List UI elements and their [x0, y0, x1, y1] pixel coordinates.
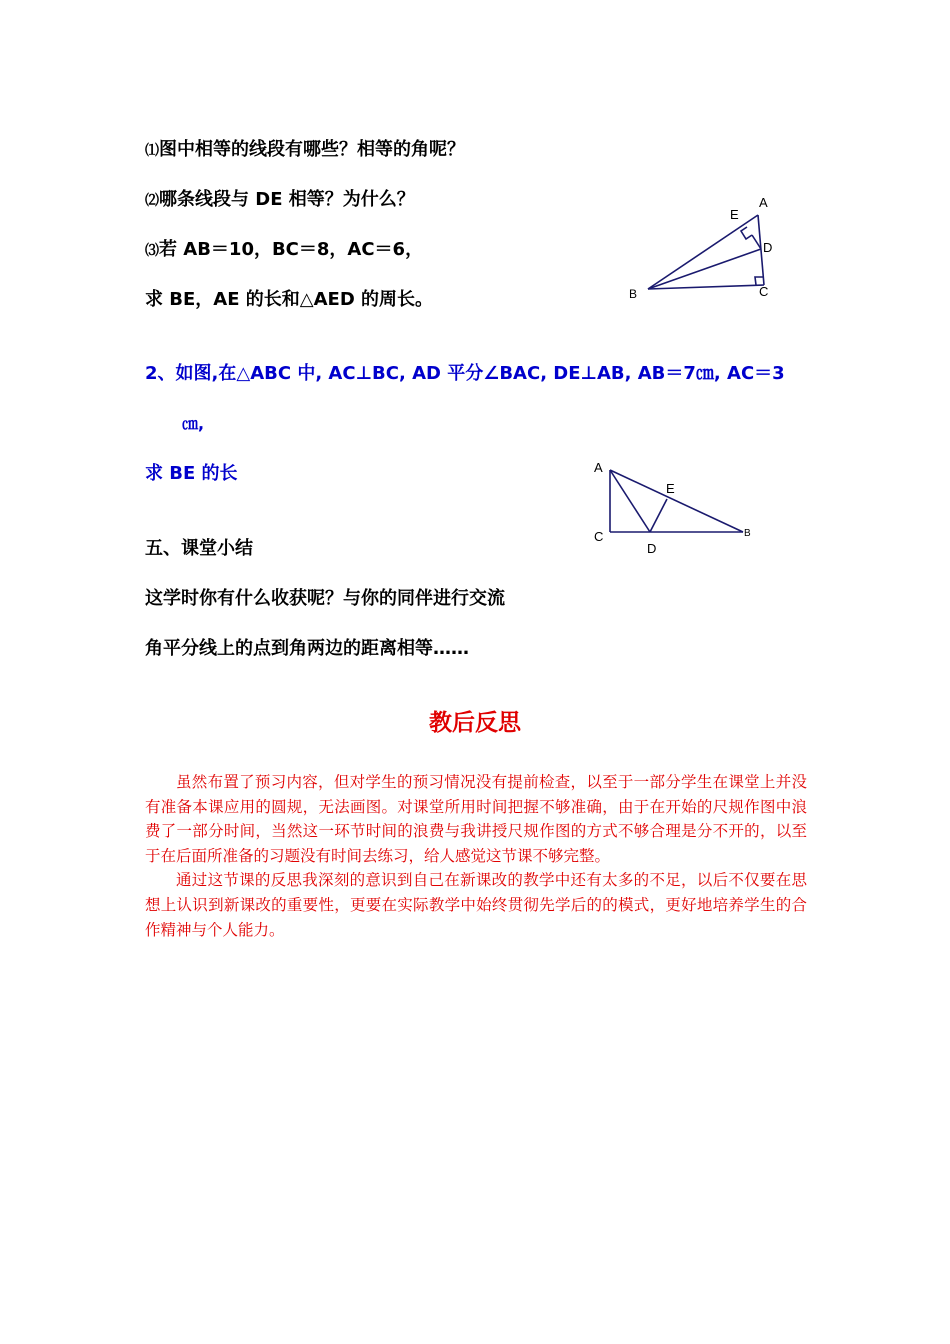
question-2 [145, 188, 415, 213]
figure-1-label-b: B [629, 287, 638, 301]
problem-2-ask: 求 BE 的长 [145, 463, 238, 484]
figure-1-label-d: D [763, 240, 773, 255]
segment-bd [648, 249, 761, 289]
figure-2-label-d: D [647, 541, 657, 556]
figure-1-label-a: A [759, 195, 768, 210]
summary-heading: 五、课堂小结 [145, 538, 253, 559]
figure-2-label-a: A [594, 460, 603, 475]
summary-line-2: 角平分线上的点到角两边的距离相等…… [145, 638, 469, 659]
figure-2-label-e: E [666, 481, 675, 496]
right-angle-e [741, 227, 752, 239]
question-3-ask: 求 BE，AE 的长和△AED 的周长。 [145, 289, 434, 310]
figure-1-diagram [620, 190, 790, 305]
figure-2-diagram [585, 455, 760, 560]
question-1 [145, 138, 465, 163]
reflection-body [145, 770, 807, 942]
segment-de [650, 499, 667, 532]
summary-line-1: 这学时你有什么收获呢？与你的同伴进行交流 [145, 588, 505, 609]
figure-2-label-c: C [594, 529, 604, 544]
question-1-text: 图中相等的线段有哪些？相等的角呢？ [159, 139, 465, 160]
reflection-paragraph-2: 通过这节课的反思我深刻的意识到自己在新课改的教学中还有太多的不足，以后不仅要在思想上认识到新课改的重要性，更要在实际教学中始终贯彻先学后的的模式，更好地培养学生的合作精神与个人能力。 [145, 871, 807, 939]
question-2-number: ⑵ [145, 193, 159, 209]
question-3-number: ⑶ [145, 243, 159, 259]
figure-1-label-c: C [759, 284, 769, 299]
figure-2-label-b: B [744, 528, 751, 539]
segment-ab [648, 215, 758, 289]
question-1-number: ⑴ [145, 143, 159, 159]
question-3-text: 若 AB＝10，BC＝8，AC＝6， [159, 239, 424, 260]
reflection-paragraph-1: 虽然布置了预习内容，但对学生的预习情况没有提前检查，以至于一部分学生在课堂上并没有准备本课应用的圆规，无法画图。对课堂所用时间把握不够准确，由于在开始的尺规作图中浪费了一部分时间，当然这一环节时间的浪费与我讲授尺规作图的方式不够合理是分不开的，以至于在后面所准备的习题没有时间去练习，给人感觉这节课不够完整。 [145, 773, 807, 865]
figure-1-label-e: E [730, 207, 739, 222]
segment-bc [648, 285, 764, 289]
reflection-title: 教后反思 [429, 710, 521, 736]
problem-2-statement: 2、如图,在△ABC 中, AC⊥BC, AD 平分∠BAC, DE⊥AB, AB＝7㎝, AC＝3 [145, 363, 785, 384]
problem-2-statement-cont: ㎝, [182, 414, 205, 433]
question-2-text: 哪条线段与 DE 相等？为什么？ [159, 189, 415, 210]
question-3 [145, 238, 423, 263]
